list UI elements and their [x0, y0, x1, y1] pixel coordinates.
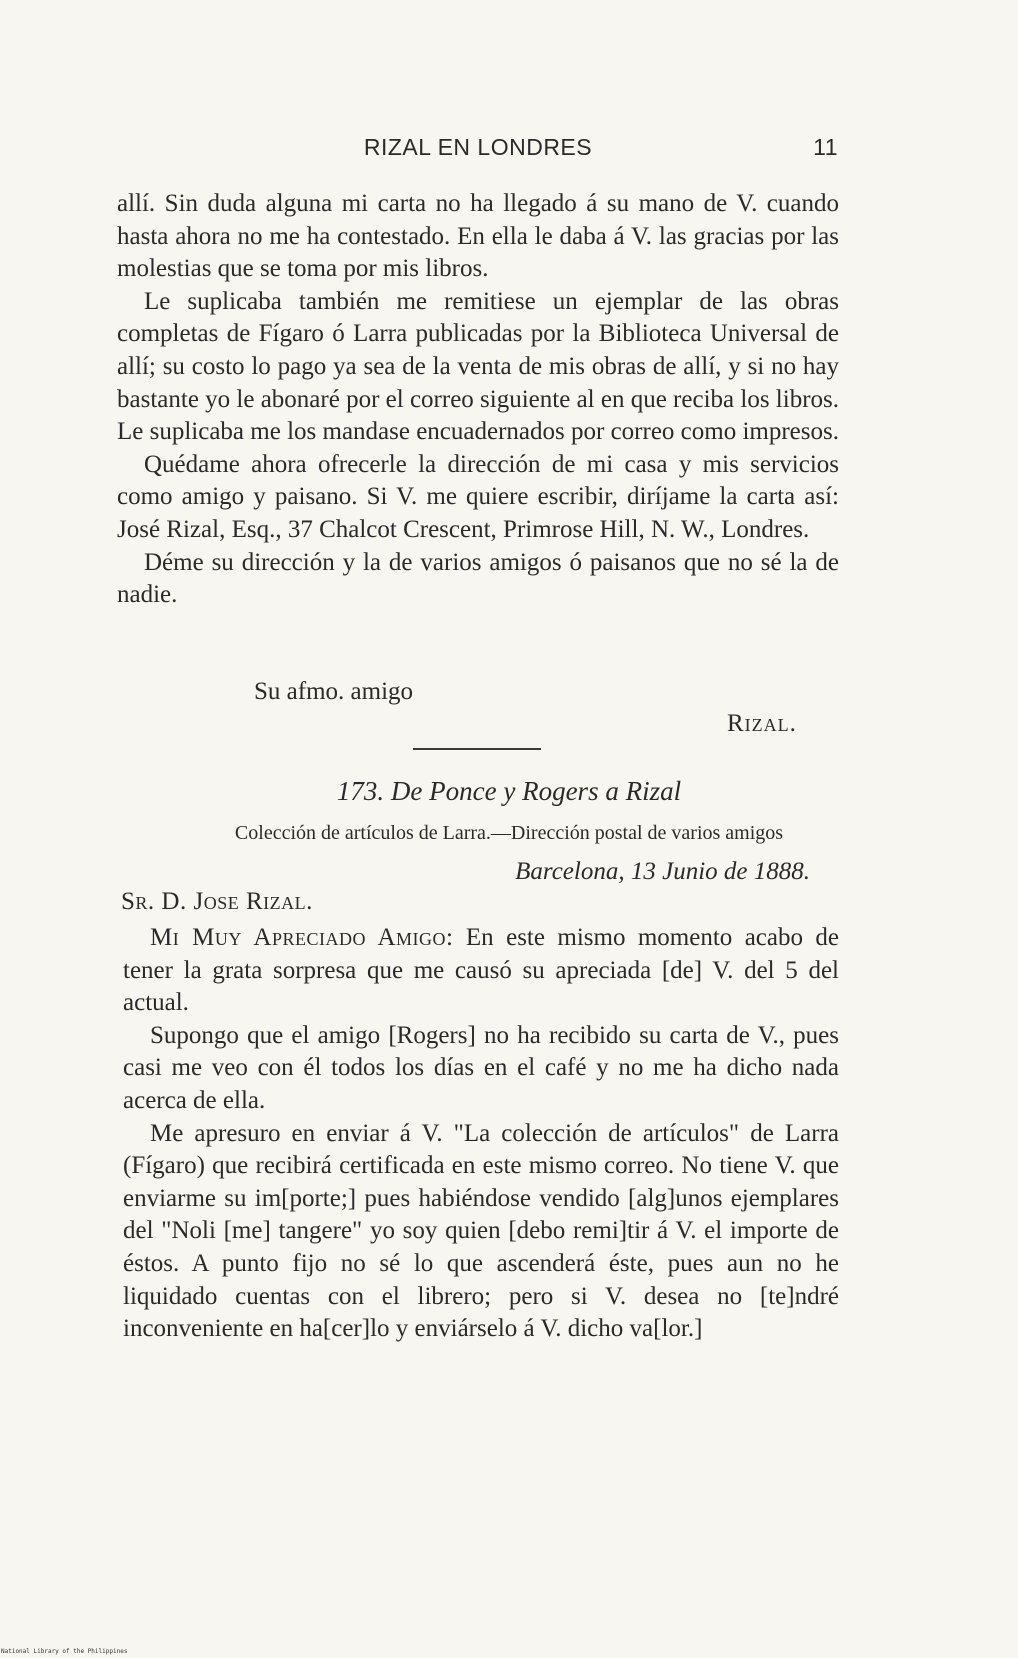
letter-2-paragraph: Supongo que el amigo [Rogers] no ha recibido su carta de V., pues casi me veo con él todos los días en el café y no me ha dicho nada acerca de ella.: [123, 1021, 839, 1114]
letter-2-opening-paragraph: [123, 922, 839, 1020]
letter-2-heading: 173. De Ponce y Rogers a Rizal: [336, 776, 682, 806]
letter-1-body: [117, 188, 839, 612]
letter-1-paragraph: allí. Sin duda alguna mi carta no ha llegado á su mano de V. cuando hasta ahora no me ha contestado. En ella le daba á V. las gracias por las molestias que se toma por mis libros.: [117, 190, 839, 283]
letter-1-signature: Rizal.: [727, 710, 797, 737]
letter-2-addressee: Sr. D. Jose Rizal.: [121, 888, 313, 915]
letter-1-paragraph: Quédame ahora ofrecerle la dirección de mi casa y mis servicios como amigo y paisano. Si V. me quiere escribir, diríjame la carta así: José Rizal, Esq., 37 Chalcot Crescent, Primrose Hill, N. W., Londres.: [117, 450, 839, 543]
running-title: RIZAL EN LONDRES: [363, 134, 593, 160]
letter-1-paragraph: Le suplicaba también me remitiese un ejemplar de las obras completas de Fígaro ó Larra publicadas por la Biblioteca Universal de allí; su costo lo pago ya sea de la venta de mis obras de allí, y si no hay bastante yo le abonaré por el correo siguiente al en que reciba los libros. Le suplicaba me los mandase encuadernados por correo como impresos.: [117, 287, 839, 446]
letter-1-paragraph: Déme su dirección y la de varios amigos ó paisanos que no sé la de nadie.: [117, 548, 839, 609]
library-credit: National Library of the Philippines: [1, 1648, 128, 1655]
section-divider: [413, 748, 541, 750]
letter-2-salutation: Mi Muy Apreciado Amigo:: [150, 924, 454, 951]
page-number: 11: [813, 134, 838, 160]
letter-2-paragraph: Me apresuro en enviar á V. "La colección de artículos" de Larra (Fígaro) que recibirá certificada en este mismo correo. No tiene V. que enviarme su im[porte;] pues habiéndose vendido [alg]unos ejemplares del "Noli [me] tangere" yo soy quien [debo remi]tir á V. el importe de éstos. A punto fijo no sé lo que ascenderá éste, pues aun no he liquidado cuentas con el librero; pero si V. desea no [te]ndré inconveniente en ha[cer]lo y enviárselo á V. dicho va[lor.]: [123, 1119, 839, 1343]
letter-1-closing: Su afmo. amigo: [254, 678, 414, 705]
letter-2-dateline: Barcelona, 13 Junio de 1888.: [515, 858, 810, 885]
running-head: [118, 134, 838, 166]
letter-2-opening-text: En este mismo momento acabo de tener la grata sorpresa que me causó su apreciada [de] V. del 5 del actual.: [123, 924, 839, 1017]
letter-2-body: [123, 922, 839, 1346]
letter-2-summary: Colección de artículos de Larra.—Dirección postal de varios amigos: [234, 822, 784, 844]
